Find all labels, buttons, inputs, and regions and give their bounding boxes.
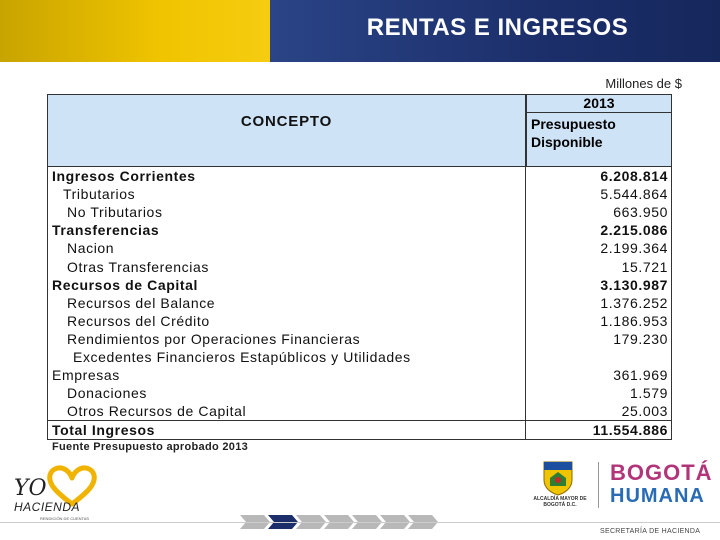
logo-small-text: RENDICIÓN DE CUENTAS bbox=[40, 516, 90, 521]
table-row bbox=[47, 240, 672, 258]
logo-divider bbox=[598, 462, 599, 508]
row-value: 25.003 bbox=[621, 403, 668, 420]
budget-header bbox=[526, 113, 672, 167]
footer-divider bbox=[0, 522, 720, 523]
row-value: 15.721 bbox=[621, 258, 668, 275]
row-label: Recursos del Crédito bbox=[67, 312, 210, 329]
total-row bbox=[47, 422, 672, 440]
table-row bbox=[47, 186, 672, 204]
table-row bbox=[47, 349, 672, 367]
bogota-seal-icon bbox=[538, 458, 578, 496]
bogota-wordmark: BOGOTÁ bbox=[610, 460, 713, 485]
row-label: No Tributarios bbox=[67, 204, 163, 221]
row-value: 2.199.364 bbox=[600, 240, 668, 257]
total-label: Total Ingresos bbox=[52, 422, 156, 438]
humana-wordmark: HUMANA bbox=[610, 485, 705, 507]
row-label: Rendimientos por Operaciones Financieras bbox=[67, 330, 361, 347]
yo-hacienda-logo bbox=[12, 462, 102, 522]
header-gold-band bbox=[0, 0, 270, 62]
table-row bbox=[47, 295, 672, 313]
logo-yo-text: YO bbox=[14, 476, 47, 501]
units-label: Millones de $ bbox=[605, 76, 682, 91]
total-value: 11.554.886 bbox=[592, 422, 668, 438]
table-row bbox=[47, 168, 672, 186]
row-value: 179.230 bbox=[613, 330, 668, 347]
row-value: 5.544.864 bbox=[600, 186, 668, 203]
concept-header bbox=[47, 94, 526, 167]
budget-header-line1: Presupuesto bbox=[531, 116, 616, 132]
row-label: Donaciones bbox=[67, 385, 147, 402]
row-label: Otros Recursos de Capital bbox=[67, 403, 247, 420]
year-header: 2013 bbox=[526, 94, 672, 113]
row-value: 1.186.953 bbox=[600, 312, 668, 329]
concept-header-label: CONCEPTO bbox=[240, 113, 333, 130]
progress-arrows bbox=[240, 515, 440, 531]
table-row bbox=[47, 222, 672, 240]
row-label: Recursos del Balance bbox=[67, 294, 216, 311]
page-title: RENTAS E INGRESOS bbox=[366, 14, 629, 41]
table-row bbox=[47, 259, 672, 277]
row-value: 1.376.252 bbox=[600, 294, 668, 311]
row-label: Nacion bbox=[67, 240, 115, 257]
header-banner bbox=[0, 0, 720, 62]
row-value: 3.130.987 bbox=[600, 276, 668, 293]
row-label: Tributarios bbox=[63, 186, 136, 203]
source-note: Fuente Presupuesto aprobado 2013 bbox=[52, 441, 249, 453]
row-value: 361.969 bbox=[613, 367, 668, 384]
table-row bbox=[47, 331, 672, 349]
row-label: Recursos de Capital bbox=[52, 276, 198, 293]
table-row bbox=[47, 385, 672, 403]
row-label: Otras Transferencias bbox=[67, 258, 209, 275]
budget-header-line2: Disponible bbox=[531, 134, 603, 150]
secretaria-label: SECRETARÍA DE HACIENDA bbox=[600, 528, 701, 535]
row-label: Empresas bbox=[52, 367, 120, 384]
row-label: Transferencias bbox=[52, 222, 160, 239]
table-row bbox=[47, 403, 672, 421]
table-row bbox=[47, 204, 672, 222]
row-value: 2.215.086 bbox=[600, 222, 668, 239]
row-value: 663.950 bbox=[613, 204, 668, 221]
logo-hacienda-text: HACIENDA bbox=[14, 500, 81, 514]
row-label: Excedentes Financieros Estapúblicos y Utilidades bbox=[73, 349, 411, 365]
table-row bbox=[47, 313, 672, 331]
row-value: 6.208.814 bbox=[600, 168, 668, 184]
row-label: Ingresos Corrientes bbox=[52, 168, 196, 184]
row-value: 1.579 bbox=[629, 385, 668, 402]
table-row bbox=[47, 277, 672, 295]
table-row bbox=[47, 367, 672, 385]
seal-caption: ALCALDÍA MAYOR DE BOGOTÁ D.C. bbox=[533, 496, 587, 508]
